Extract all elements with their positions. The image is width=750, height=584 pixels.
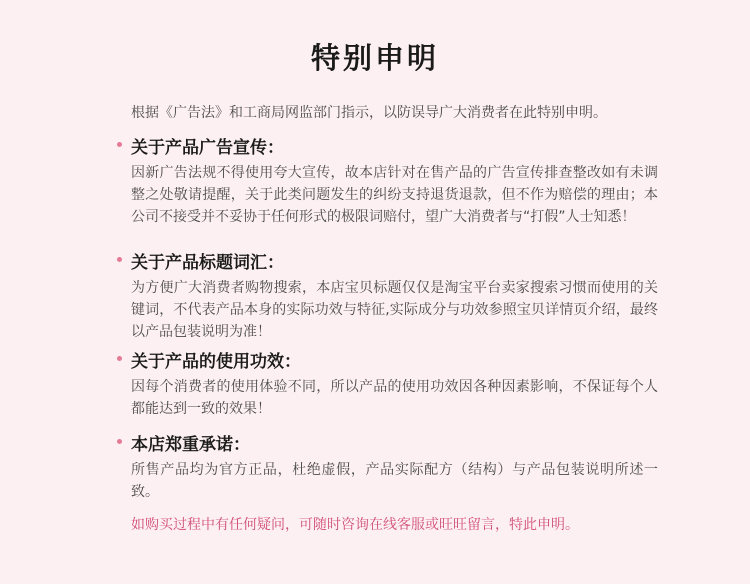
bullet-dot-icon	[117, 142, 122, 147]
section-heading: 本店郑重承诺：	[131, 435, 250, 455]
section-heading-row	[0, 347, 700, 371]
section-heading-row	[0, 248, 700, 272]
section-heading: 关于产品的使用功效：	[131, 352, 301, 372]
section-body: 所售产品均为官方正品，杜绝虚假，产品实际配方（结构）与产品包装说明所述一致。	[131, 462, 658, 500]
bullet-dot-icon	[117, 356, 122, 361]
bullet-dot-icon	[117, 439, 122, 444]
bullet-dot-icon	[117, 257, 122, 262]
section-heading: 关于产品广告宣传：	[131, 138, 284, 158]
section-heading: 关于产品标题词汇：	[131, 253, 284, 273]
intro-text: 根据《广告法》和工商局网监部门指示，以防误导广大消费者在此特别申明。	[131, 105, 607, 121]
section-body: 为方便广大消费者购物搜索，本店宝贝标题仅仅是淘宝平台卖家搜索习惯而使用的关键词，不代表产品本身的实际功效与特征,实际成分与功效参照宝贝详情页介绍，最终以产品包装说明为准！	[131, 280, 658, 340]
section-body: 因新广告法规不得使用夸大宣传，故本店针对在售产品的广告宣传排查整改如有未调整之处敬请提醒，关于此类问题发生的纠纷支持退货退款，但不作为赔偿的理由；本公司不接受并不妥协于任何形式的极限词赔付，望广大消费者与“打假”人士知悉！	[131, 165, 658, 225]
section-body: 因每个消费者的使用体验不同，所以产品的使用功效因各种因素影响，不保证每个人都能达到一致的效果！	[131, 379, 658, 417]
section-heading-row	[0, 133, 700, 157]
section-heading-row	[0, 430, 700, 454]
page-title: 特别申明	[310, 41, 439, 75]
footer-notice: 如购买过程中有任何疑问，可随时咨询在线客服或旺旺留言，特此申明。	[131, 517, 579, 533]
